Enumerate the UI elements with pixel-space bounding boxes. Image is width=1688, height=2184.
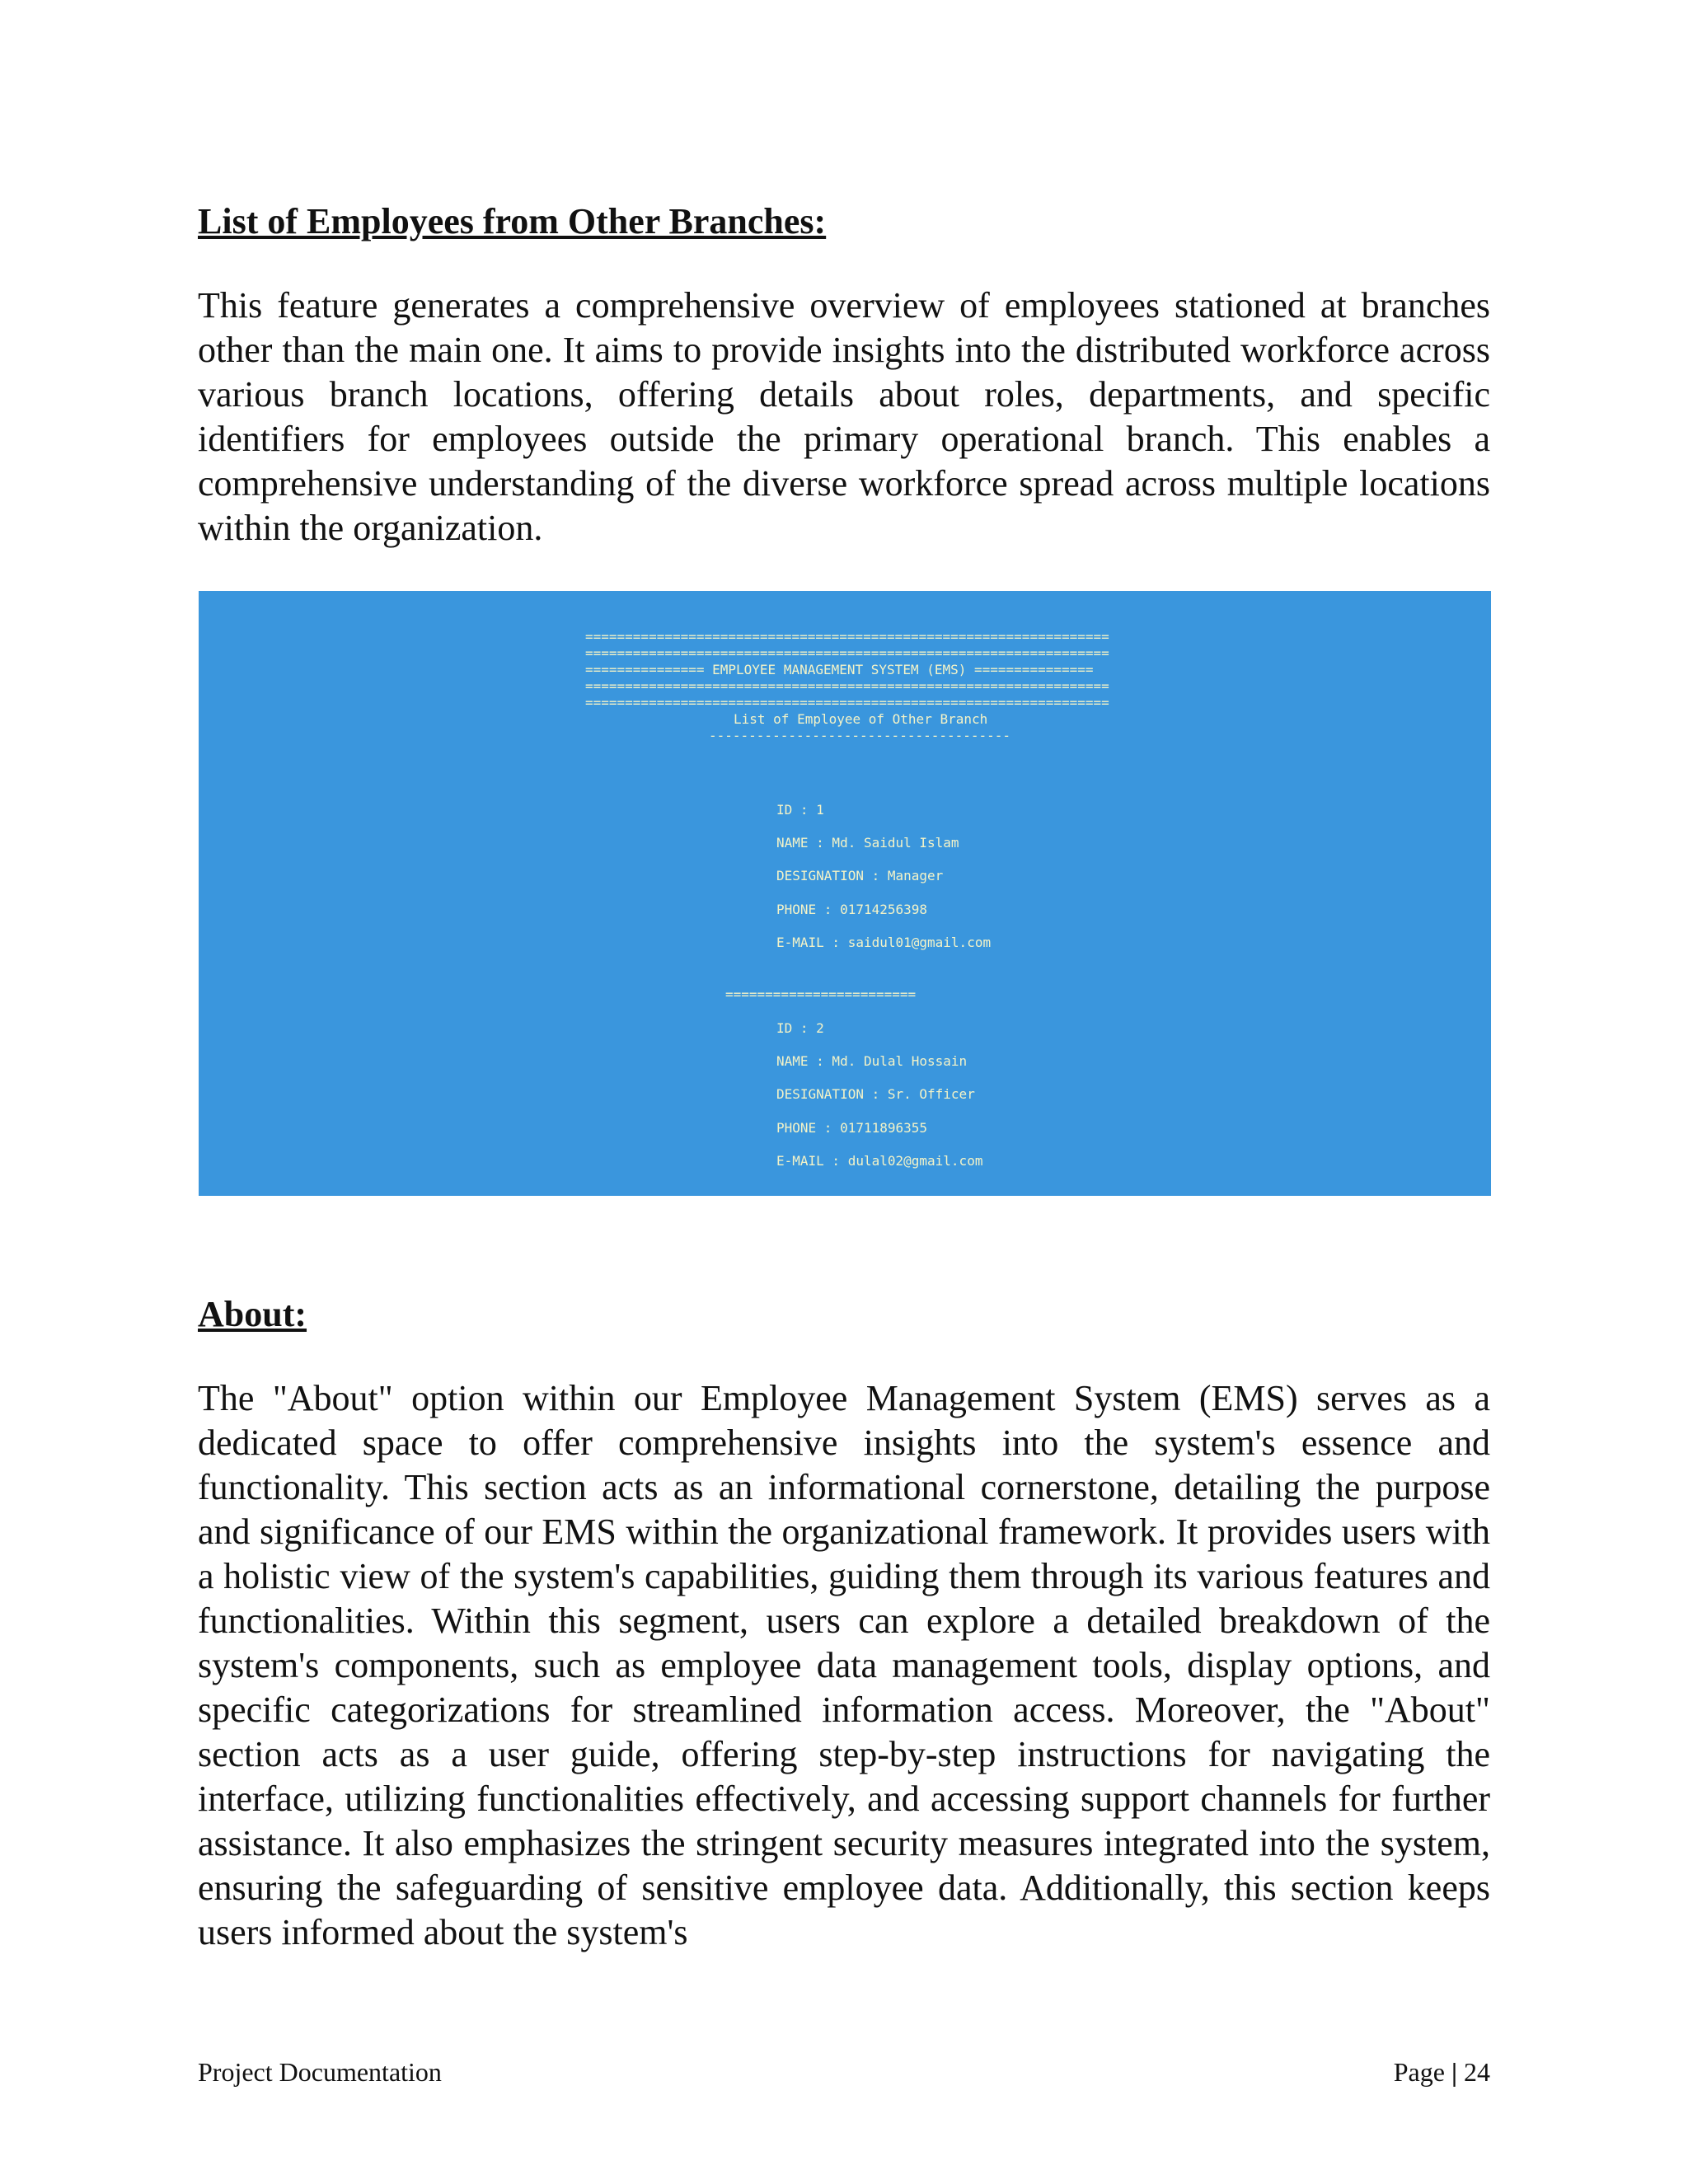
employee-2-id: ID : 2 [776, 1020, 824, 1036]
banner-title: =============== EMPLOYEE MANAGEMENT SYSTEM (EMS) =============== [585, 662, 1094, 677]
employee-1-id: ID : 1 [776, 802, 824, 818]
footer-page-label: Page [1393, 2057, 1445, 2087]
section-paragraph-other-branches: This feature generates a comprehensive overview of employees stationed at branches other than the main one. It aims to provide insights into the distributed workforce across various branch locations, offering details about roles, departments, and specific identifiers for employees outside the primary operational branch. This enables a comprehensive understanding of the diverse workforce spread across multiple locations within the organization. [198, 285, 1490, 548]
banner-line: ================================================================== [585, 629, 1109, 644]
section-heading-other-branches: List of Employees from Other Branches: [198, 201, 827, 241]
employee-2-designation: DESIGNATION : Sr. Officer [776, 1086, 975, 1102]
list-title: List of Employee of Other Branch [734, 711, 988, 727]
footer-page-separator: | [1451, 2057, 1457, 2087]
employee-1-phone: PHONE : 01714256398 [776, 902, 928, 917]
employee-2-email: E-MAIL : dulal02@gmail.com [776, 1153, 983, 1169]
footer-page-value: 24 [1464, 2057, 1490, 2087]
section-heading-about: About: [198, 1294, 307, 1334]
employee-1-email: E-MAIL : saidul01@gmail.com [776, 935, 992, 950]
terminal-screenshot [199, 591, 1491, 1196]
list-title-underline: -------------------------------------- [709, 728, 1011, 743]
banner-line: ================================================================== [585, 695, 1109, 710]
footer-page-number [1394, 2055, 1490, 2088]
employee-separator: ======================== [725, 987, 917, 1002]
employee-2-name: NAME : Md. Dulal Hossain [776, 1053, 968, 1069]
employee-1-name: NAME : Md. Saidul Islam [776, 835, 959, 851]
employee-1-designation: DESIGNATION : Manager [776, 868, 944, 883]
section-paragraph-about: The "About" option within our Employee Management System (EMS) serves as a dedicated space to offer comprehensive insights into the system's essence and functionality. This section acts as an informational cornerstone, detailing the purpose and significance of our EMS within the organizational framework. It provides users with a holistic view of the system's capabilities, guiding them through its various features and functionalities. Within this segment, users can explore a detailed breakdown of the system's components, such as employee data management tools, display options, and specific categorizations for streamlined information access. Moreover, the "About" section acts as a user guide, offering step-by-step instructions for navigating the interface, utilizing functionalities effectively, and accessing support channels for further assistance. It also emphasizes the stringent security measures integrated into the system, ensuring the safeguarding of sensitive employee data. Additionally, this section keeps users informed about the system's [198, 1378, 1490, 1952]
footer-doc-title: Project Documentation [198, 2057, 442, 2087]
banner-line: ================================================================== [585, 678, 1109, 694]
banner-line: ================================================================== [585, 645, 1109, 661]
employee-2-phone: PHONE : 01711896355 [776, 1120, 928, 1136]
